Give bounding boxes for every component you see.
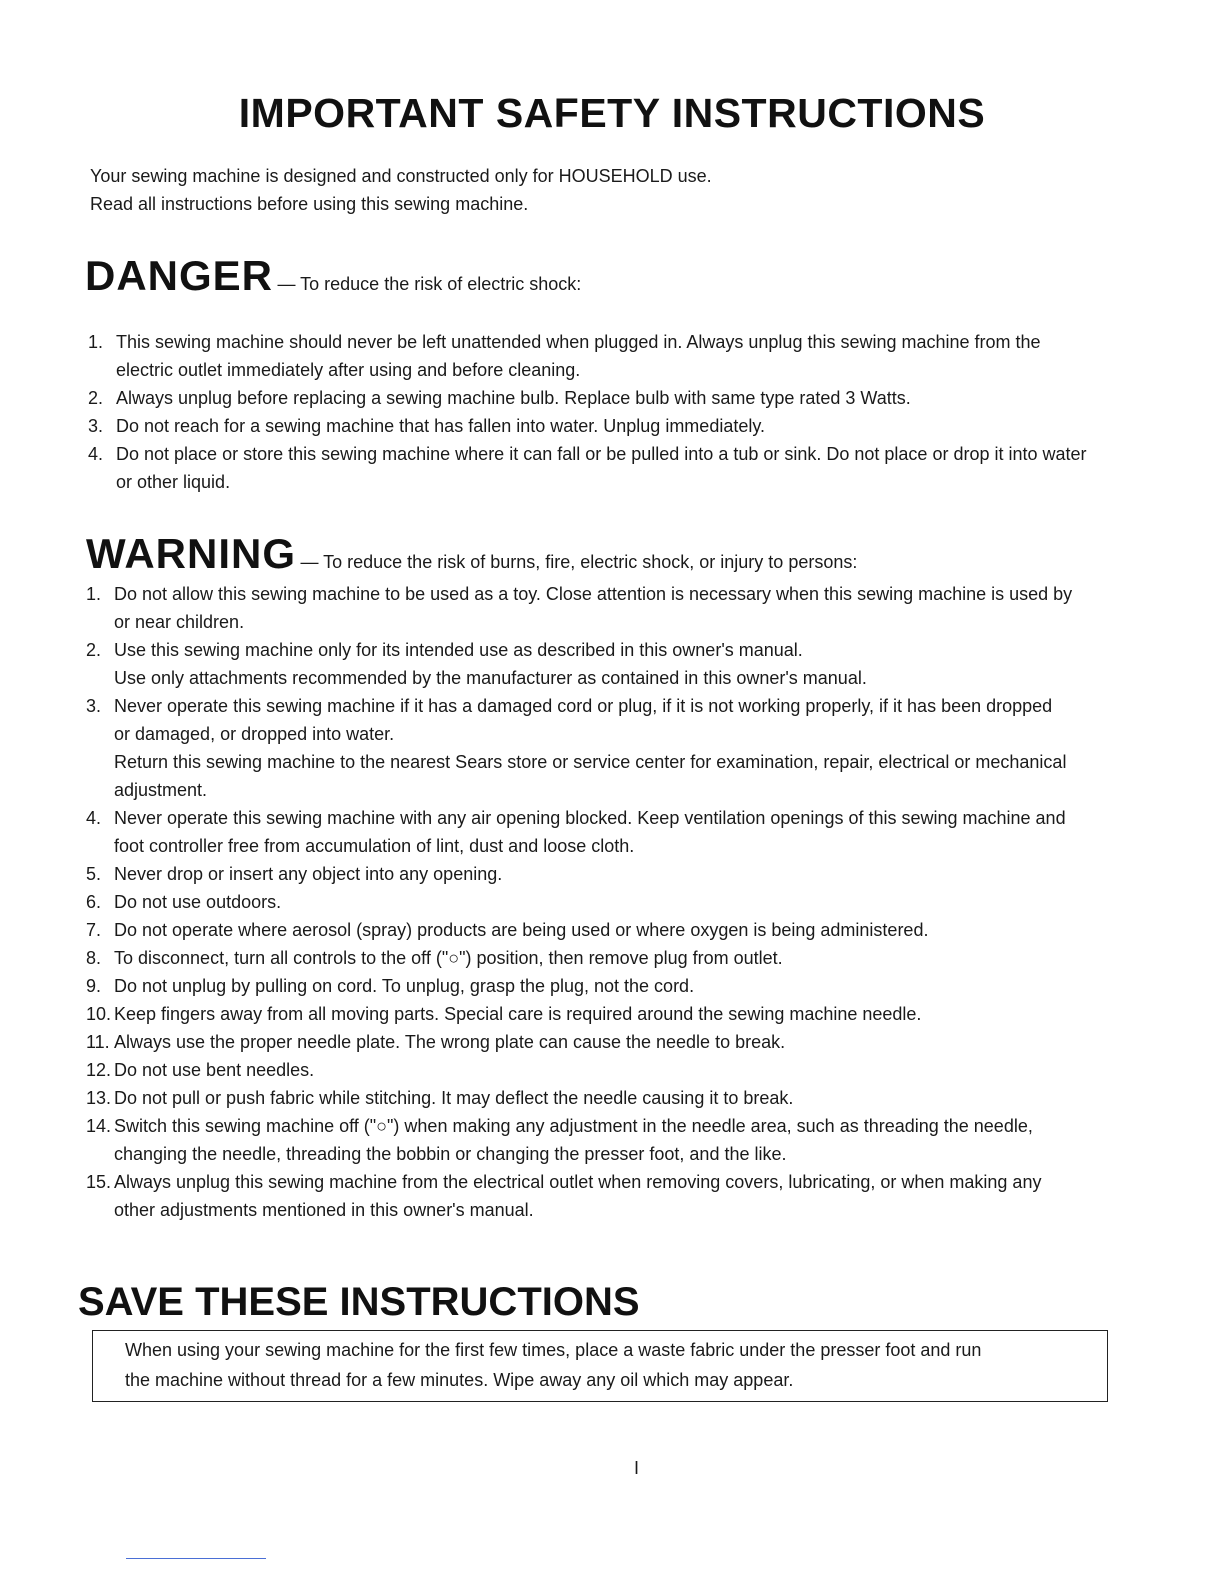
item-text: Always use the proper needle plate. The wrong plate can cause the needle to break. (114, 1032, 786, 1052)
item-number: 10. (86, 1004, 112, 1024)
item-text: To disconnect, turn all controls to the off ("○") position, then remove plug from outlet. (114, 948, 783, 968)
warning-title: WARNING (86, 530, 296, 577)
item-number: 6. (86, 892, 102, 912)
list-item (86, 860, 1146, 888)
list-item (86, 1028, 1146, 1056)
item-text: Never operate this sewing machine with any air opening blocked. Keep ventilation openings of this sewing machine and (114, 808, 1066, 828)
danger-heading (85, 252, 581, 300)
item-number: 4. (86, 808, 102, 828)
item-number: 2. (86, 640, 102, 660)
item-text: Keep fingers away from all moving parts. Special care is required around the sewing machine needle. (114, 1004, 922, 1024)
intro-line: Your sewing machine is designed and constructed only for HOUSEHOLD use. (90, 166, 712, 186)
intro-line: Read all instructions before using this sewing machine. (90, 194, 529, 214)
list-item (86, 636, 1146, 692)
item-text: Never drop or insert any object into any opening. (114, 864, 503, 884)
danger-title: DANGER (85, 252, 274, 299)
list-item (88, 384, 1148, 412)
item-text: adjustment. (114, 780, 208, 800)
list-item (86, 1000, 1146, 1028)
warning-subtitle: — To reduce the risk of burns, fire, electric shock, or injury to persons: (300, 552, 858, 572)
item-text: This sewing machine should never be left unattended when plugged in. Always unplug this sewing machine from the (116, 332, 1041, 352)
item-text: Do not reach for a sewing machine that has fallen into water. Unplug immediately. (116, 416, 766, 436)
item-text: Do not use outdoors. (114, 892, 282, 912)
item-text: Switch this sewing machine off ("○") when making any adjustment in the needle area, such as threading the needle, (114, 1116, 1033, 1136)
item-number: 5. (86, 864, 102, 884)
list-item (86, 1084, 1146, 1112)
save-instructions-title: SAVE THESE INSTRUCTIONS (78, 1280, 640, 1324)
item-number: 13. (86, 1088, 112, 1108)
item-text: other adjustments mentioned in this owner's manual. (114, 1200, 534, 1220)
item-text: Return this sewing machine to the nearest Sears store or service center for examination, repair, electrical or mechanical (114, 752, 1067, 772)
list-item (88, 440, 1148, 496)
item-number: 7. (86, 920, 102, 940)
list-item (86, 1112, 1146, 1168)
page-number: I (634, 1458, 640, 1478)
list-item (86, 888, 1146, 916)
item-number: 11. (86, 1032, 110, 1052)
item-number: 1. (86, 584, 102, 604)
item-number: 8. (86, 948, 102, 968)
item-text: changing the needle, threading the bobbin or changing the presser foot, and the like. (114, 1144, 787, 1164)
item-text: Do not pull or push fabric while stitching. It may deflect the needle causing it to break. (114, 1088, 794, 1108)
warning-list (86, 580, 1146, 1224)
list-item (86, 916, 1146, 944)
item-text: Use only attachments recommended by the manufacturer as contained in this owner's manual. (114, 668, 867, 688)
item-text: electric outlet immediately after using and before cleaning. (116, 360, 581, 380)
list-item (86, 804, 1146, 860)
item-text: or other liquid. (116, 472, 231, 492)
item-text: Use this sewing machine only for its intended use as described in this owner's manual. (114, 640, 803, 660)
first-use-note (92, 1330, 1108, 1402)
item-text: or near children. (114, 612, 245, 632)
item-number: 12. (86, 1060, 112, 1080)
note-line: When using your sewing machine for the first few times, place a waste fabric under the presser foot and run (125, 1340, 982, 1360)
danger-subtitle: — To reduce the risk of electric shock: (277, 274, 582, 294)
item-number: 9. (86, 976, 102, 996)
item-number: 2. (88, 388, 104, 408)
danger-list (88, 328, 1148, 496)
item-number: 4. (88, 444, 104, 464)
item-text: Always unplug before replacing a sewing machine bulb. Replace bulb with same type rated 3 Watts. (116, 388, 911, 408)
list-item (88, 328, 1148, 384)
item-number: 1. (88, 332, 104, 352)
list-item (86, 580, 1146, 636)
list-item (86, 944, 1146, 972)
item-text: Do not unplug by pulling on cord. To unplug, grasp the plug, not the cord. (114, 976, 695, 996)
item-number: 3. (86, 696, 102, 716)
list-item (86, 972, 1146, 1000)
note-line: the machine without thread for a few minutes. Wipe away any oil which may appear. (125, 1370, 794, 1390)
page-title: IMPORTANT SAFETY INSTRUCTIONS (238, 90, 986, 136)
intro-text (90, 162, 712, 218)
warning-heading (86, 530, 857, 578)
item-text: or damaged, or dropped into water. (114, 724, 395, 744)
list-item (88, 412, 1148, 440)
item-text: Always unplug this sewing machine from the electrical outlet when removing covers, lubricating, or when making any (114, 1172, 1042, 1192)
item-text: Do not operate where aerosol (spray) products are being used or where oxygen is being administered. (114, 920, 929, 940)
item-number: 15. (86, 1172, 112, 1192)
item-text: Do not use bent needles. (114, 1060, 315, 1080)
item-text: foot controller free from accumulation of lint, dust and loose cloth. (114, 836, 635, 856)
list-item (86, 1056, 1146, 1084)
list-item (86, 692, 1146, 804)
item-number: 3. (88, 416, 104, 436)
item-text: Do not place or store this sewing machine where it can fall or be pulled into a tub or sink. Do not place or drop it into water (116, 444, 1087, 464)
footer-rule (126, 1558, 266, 1559)
item-text: Never operate this sewing machine if it has a damaged cord or plug, if it is not working properly, if it has been dropped (114, 696, 1053, 716)
item-text: Do not allow this sewing machine to be used as a toy. Close attention is necessary when this sewing machine is used by (114, 584, 1073, 604)
item-number: 14. (86, 1116, 112, 1136)
list-item (86, 1168, 1146, 1224)
